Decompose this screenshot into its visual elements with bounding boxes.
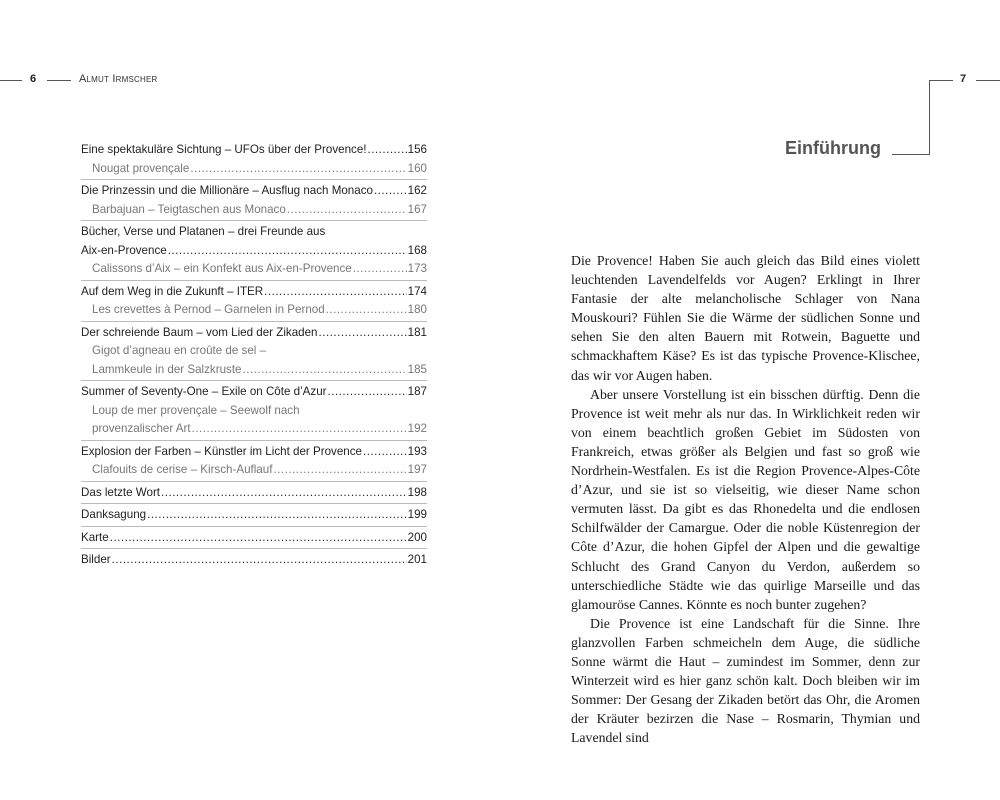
paragraph: Die Provence ist eine Landschaft für die Sinne. Ihre glanzvollen Farben schmeicheln dem Auge, die südliche Sonne wärmt die Haut – zumindest im Sommer, denn zur Winterzeit wird es hier ganz schön kalt. Doch bleiben wir im Sommer: Der Gesang der Zikaden betört das Ohr, die Aromen der Kräuter bezirzen die Nase – Rosmarin, Thymian und Lavendel sind [571, 615, 920, 746]
toc-title: Calissons d’Aix – ein Konfekt aus Aix-en-Provence [92, 262, 352, 275]
toc-title: Danksagung [81, 508, 147, 521]
toc-entry [81, 182, 427, 221]
toc-title: Explosion der Farben – Künstler im Licht der Provence [81, 444, 362, 458]
toc-title: Nougat provençale [92, 161, 190, 175]
toc-title: Bilder [81, 553, 111, 566]
toc-page-number: 197 [407, 463, 427, 476]
left-header-rule-outer [0, 80, 22, 81]
toc-chapter-line [81, 324, 427, 343]
toc-leader-dots [328, 383, 407, 402]
toc-title: Der schreiende Baum – vom Lied der Zikaden [81, 325, 318, 339]
toc-entry [81, 324, 427, 382]
toc-recipe-line [81, 160, 427, 179]
toc-title: Eine spektakuläre Sichtung – UFOs über der Provence! [81, 143, 367, 156]
right-header-rule-edge [976, 80, 1000, 81]
toc-entry [81, 551, 427, 571]
toc-leader-dots [374, 182, 407, 201]
toc-chapter-line [81, 242, 427, 261]
toc-page-number: 198 [407, 485, 427, 499]
toc-chapter-line [81, 529, 427, 548]
chapter-title-rule [892, 154, 930, 155]
toc-page-number: 156 [407, 143, 427, 156]
toc-recipe-line [81, 260, 427, 279]
toc-entry [81, 443, 427, 482]
toc-title: Das letzte Wort [81, 485, 161, 499]
paragraph: Aber unsere Vorstellung ist ein bisschen dürftig. Denn die Provence ist weit mehr als nur das. In Wirklichkeit reden wir von einem beachtlich großen Gebiet im Südosten von Frankreich, etwas größer als Belgien und fast so groß wie Nordrhein-Westfalen. Es ist die Region Provence-Alpes-Côte d’Azur, und sie ist so vielseitig, wie dieser Name schon vermuten lässt. Da gibt es das Rhonedelta und die endlosen Schilfwälder der Camargue. Oder die noble Küstenregion der Côte d’Azur, die hohen Gipfel der Alpen und die gewaltige Schlucht des Grand Canyon du Verdon, außerdem so unterschiedliche Städte wie das quirlige Marseille und das glamouröse Cannes. Könnte es noch bunter zugehen? [571, 386, 920, 612]
toc-recipe-line [81, 420, 427, 439]
toc-chapter-line [81, 484, 427, 503]
toc-chapter-line [81, 182, 427, 201]
toc-chapter-line [81, 551, 427, 570]
toc-entry [81, 383, 427, 441]
toc-title: Barbajuan – Teigtaschen aus Monaco [92, 202, 286, 216]
toc-page-number: 173 [407, 262, 427, 275]
toc-recipe-line [81, 301, 427, 320]
toc-chapter-line [81, 443, 427, 462]
toc-entry [81, 529, 427, 550]
body-text [571, 251, 920, 747]
toc-leader-dots [319, 324, 407, 343]
toc-leader-dots [110, 529, 407, 548]
toc-chapter-line [81, 141, 427, 160]
toc-title: Summer of Seventy-One – Exile on Côte d’Azur [81, 385, 327, 398]
toc-page-number: 187 [407, 385, 427, 398]
toc-entry [81, 283, 427, 322]
toc-leader-dots [363, 443, 407, 462]
paragraph: Die Provence! Haben Sie auch gleich das Bild eines violett leuchtenden Lavendelfelds vor Augen? Erklingt in Ihrer Fantasie der alte melancholische Schlager von Nana Mouskouri? Fühlen Sie die Wärme der südlichen Sonne und sehen Sie den alten Bauern mit Rotwein, Baguette und schmackhaftem Käse? Es ist das typische Provence-Klischee, das wir vor Augen haben. [571, 253, 920, 383]
toc-title: Aix-en-Provence [81, 243, 167, 257]
toc-leader-dots [161, 484, 407, 503]
toc-page-number: 168 [407, 243, 427, 257]
table-of-contents [81, 141, 427, 573]
toc-recipe-line [81, 201, 427, 220]
toc-leader-dots [243, 361, 407, 380]
running-head-author: Almut Irmscher [79, 73, 158, 85]
toc-page-number: 174 [407, 284, 427, 298]
toc-entry [81, 506, 427, 527]
toc-title: Auf dem Weg in die Zukunft – ITER [81, 284, 264, 298]
toc-leader-dots [168, 242, 407, 261]
toc-page-number: 192 [407, 422, 427, 435]
toc-leader-dots [326, 301, 407, 320]
toc-recipe-line [81, 461, 427, 480]
toc-title: Bücher, Verse und Platanen – drei Freunde aus [81, 225, 326, 238]
toc-title: Die Prinzessin und die Millionäre – Ausflug nach Monaco [81, 184, 373, 197]
toc-page-number: 193 [407, 444, 427, 458]
toc-page-number: 180 [407, 303, 427, 316]
toc-page-number: 167 [407, 202, 427, 216]
toc-leader-dots [353, 260, 407, 279]
toc-leader-dots [264, 283, 407, 302]
toc-recipe-line [81, 402, 427, 421]
right-header-rule-vertical [929, 80, 930, 155]
toc-chapter-line [81, 283, 427, 302]
toc-chapter-line [81, 506, 427, 525]
toc-title: Gigot d’agneau en croûte de sel – [92, 344, 267, 357]
toc-leader-dots [112, 551, 407, 570]
toc-title: Karte [81, 530, 109, 544]
toc-leader-dots [287, 201, 407, 220]
toc-page-number: 162 [407, 184, 427, 197]
right-header-rule-top [929, 80, 953, 81]
toc-page-number: 199 [407, 508, 427, 521]
toc-chapter-line [81, 383, 427, 402]
left-page-number: 6 [30, 73, 37, 85]
right-page-number: 7 [960, 73, 967, 85]
toc-recipe-line [81, 361, 427, 380]
toc-title: Lammkeule in der Salzkruste [92, 362, 242, 376]
toc-leader-dots [147, 506, 407, 525]
chapter-title: Einführung [785, 138, 881, 158]
toc-title: Loup de mer provençale – Seewolf nach [92, 403, 300, 417]
toc-entry [81, 141, 427, 180]
toc-title: Clafouits de cerise – Kirsch-Auflauf [92, 463, 273, 476]
toc-leader-dots [273, 461, 406, 480]
left-header-rule-inner [47, 80, 71, 81]
toc-leader-dots [190, 160, 406, 179]
toc-leader-dots [368, 141, 407, 160]
toc-page-number: 160 [407, 161, 427, 175]
toc-chapter-line [81, 223, 427, 242]
toc-page-number: 181 [407, 325, 427, 339]
toc-page-number: 185 [407, 362, 427, 376]
toc-recipe-line [81, 342, 427, 361]
toc-page-number: 201 [407, 553, 427, 566]
toc-page-number: 200 [407, 530, 427, 544]
toc-entry [81, 223, 427, 281]
toc-entry [81, 484, 427, 505]
toc-title: provenzalischer Art [92, 422, 191, 435]
toc-title: Les crevettes à Pernod – Garnelen in Pernod [92, 303, 325, 316]
toc-leader-dots [192, 420, 407, 439]
